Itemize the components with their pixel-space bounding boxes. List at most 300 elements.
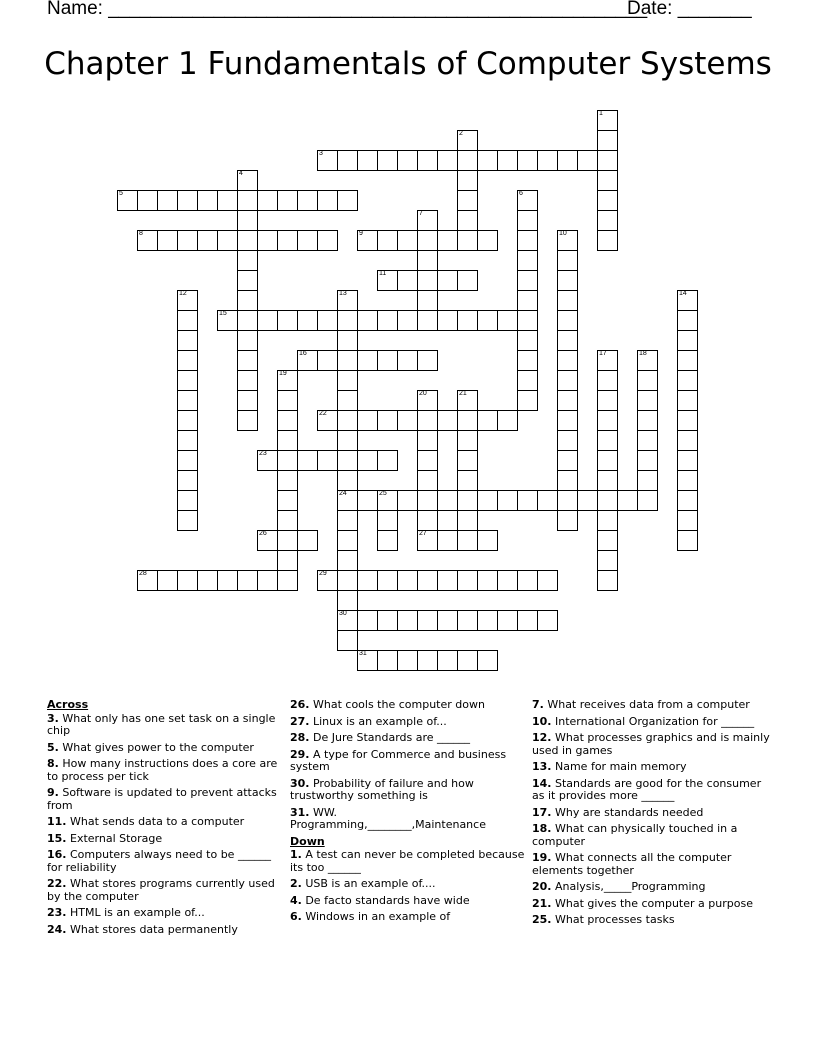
grid-cell[interactable]	[457, 190, 478, 211]
grid-cell[interactable]	[317, 230, 338, 251]
grid-cell[interactable]	[597, 150, 618, 171]
grid-cell[interactable]	[257, 310, 278, 331]
grid-cell[interactable]	[237, 230, 258, 251]
grid-cell[interactable]	[597, 370, 618, 391]
grid-cell[interactable]	[337, 390, 358, 411]
clue-item	[290, 878, 530, 891]
grid-cell[interactable]	[677, 530, 698, 551]
grid-cell[interactable]	[377, 270, 398, 291]
grid-cell[interactable]	[397, 270, 418, 291]
grid-cell[interactable]	[397, 650, 418, 671]
grid-cell[interactable]	[597, 490, 618, 511]
grid-cell[interactable]	[557, 290, 578, 311]
grid-cell[interactable]	[297, 530, 318, 551]
clue-number: 15	[219, 310, 227, 317]
grid-cell[interactable]	[477, 650, 498, 671]
grid-cell[interactable]	[557, 350, 578, 371]
grid-cell[interactable]	[337, 510, 358, 531]
grid-cell[interactable]	[517, 610, 538, 631]
grid-cell[interactable]	[637, 490, 658, 511]
grid-cell[interactable]	[597, 550, 618, 571]
grid-cell[interactable]	[417, 310, 438, 331]
grid-cell[interactable]	[197, 190, 218, 211]
grid-cell[interactable]	[557, 330, 578, 351]
grid-cell[interactable]	[397, 410, 418, 431]
grid-cell[interactable]	[637, 410, 658, 431]
grid-cell[interactable]	[557, 250, 578, 271]
clue-number: 3	[319, 150, 323, 157]
grid-cell[interactable]	[177, 450, 198, 471]
grid-cell[interactable]	[477, 310, 498, 331]
grid-cell[interactable]	[177, 330, 198, 351]
grid-cell[interactable]	[337, 530, 358, 551]
grid-cell[interactable]	[417, 230, 438, 251]
grid-cell[interactable]	[257, 570, 278, 591]
grid-cell[interactable]	[457, 430, 478, 451]
grid-cell[interactable]	[557, 430, 578, 451]
grid-cell[interactable]	[677, 470, 698, 491]
grid-cell[interactable]	[437, 530, 458, 551]
grid-cell[interactable]	[597, 110, 618, 131]
grid-cell[interactable]	[237, 370, 258, 391]
grid-cell[interactable]	[357, 230, 378, 251]
grid-cell[interactable]	[597, 450, 618, 471]
grid-cell[interactable]	[397, 230, 418, 251]
grid-cell[interactable]	[177, 350, 198, 371]
clue-number: 28	[139, 570, 147, 577]
grid-cell[interactable]	[177, 490, 198, 511]
clue-number: 23	[259, 450, 267, 457]
grid-cell[interactable]	[217, 310, 238, 331]
grid-cell[interactable]	[517, 390, 538, 411]
grid-cell[interactable]	[137, 230, 158, 251]
grid-cell[interactable]	[417, 530, 438, 551]
grid-cell[interactable]	[677, 310, 698, 331]
grid-cell[interactable]	[637, 430, 658, 451]
clue-item-number: 7.	[532, 698, 544, 711]
grid-cell[interactable]	[437, 230, 458, 251]
page-title: Chapter 1 Fundamentals of Computer Systems	[44, 46, 772, 82]
grid-cell[interactable]	[217, 230, 238, 251]
grid-cell[interactable]	[677, 370, 698, 391]
clue-number: 25	[379, 490, 387, 497]
grid-cell[interactable]	[597, 230, 618, 251]
grid-cell[interactable]	[277, 430, 298, 451]
grid-cell[interactable]	[237, 390, 258, 411]
grid-cell[interactable]	[677, 430, 698, 451]
grid-cell[interactable]	[137, 570, 158, 591]
grid-cell[interactable]	[237, 270, 258, 291]
grid-cell[interactable]	[417, 510, 438, 531]
date-field[interactable]: Date: _______	[627, 0, 752, 19]
grid-cell[interactable]	[337, 410, 358, 431]
grid-cell[interactable]	[317, 570, 338, 591]
grid-cell[interactable]	[557, 450, 578, 471]
grid-cell[interactable]	[177, 290, 198, 311]
grid-cell[interactable]	[497, 410, 518, 431]
clue-item-number: 9.	[47, 786, 59, 799]
grid-cell[interactable]	[497, 490, 518, 511]
grid-cell[interactable]	[337, 610, 358, 631]
grid-cell[interactable]	[497, 610, 518, 631]
grid-cell[interactable]	[457, 650, 478, 671]
grid-cell[interactable]	[377, 310, 398, 331]
grid-cell[interactable]	[357, 610, 378, 631]
grid-cell[interactable]	[377, 490, 398, 511]
grid-cell[interactable]	[497, 150, 518, 171]
grid-cell[interactable]	[397, 350, 418, 371]
clue-item-text: A test can never be completed because its too ______	[290, 848, 525, 874]
grid-cell[interactable]	[177, 370, 198, 391]
clue-item-number: 15.	[47, 831, 67, 845]
grid-cell[interactable]	[437, 150, 458, 171]
grid-cell[interactable]	[237, 310, 258, 331]
clue-item-text: A type for Commerce and business system	[290, 747, 507, 773]
grid-cell[interactable]	[537, 150, 558, 171]
grid-cell[interactable]	[417, 430, 438, 451]
grid-cell[interactable]	[357, 570, 378, 591]
grid-cell[interactable]	[577, 490, 598, 511]
grid-cell[interactable]	[557, 510, 578, 531]
grid-cell[interactable]	[457, 410, 478, 431]
grid-cell[interactable]	[237, 330, 258, 351]
grid-cell[interactable]	[597, 170, 618, 191]
grid-cell[interactable]	[677, 450, 698, 471]
grid-cell[interactable]	[437, 410, 458, 431]
grid-cell[interactable]	[457, 150, 478, 171]
grid-cell[interactable]	[517, 150, 538, 171]
grid-cell[interactable]	[597, 350, 618, 371]
grid-cell[interactable]	[337, 190, 358, 211]
grid-cell[interactable]	[317, 410, 338, 431]
grid-cell[interactable]	[237, 170, 258, 191]
grid-cell[interactable]	[377, 510, 398, 531]
grid-cell[interactable]	[397, 610, 418, 631]
grid-cell[interactable]	[377, 410, 398, 431]
clues-column-1	[47, 699, 287, 940]
grid-cell[interactable]	[337, 470, 358, 491]
grid-cell[interactable]	[377, 570, 398, 591]
grid-cell[interactable]	[457, 310, 478, 331]
grid-cell[interactable]	[477, 410, 498, 431]
grid-cell[interactable]	[677, 410, 698, 431]
clue-item	[47, 787, 287, 812]
grid-cell[interactable]	[237, 350, 258, 371]
grid-cell[interactable]	[257, 230, 278, 251]
grid-cell[interactable]	[317, 150, 338, 171]
grid-cell[interactable]	[237, 410, 258, 431]
grid-cell[interactable]	[177, 410, 198, 431]
grid-cell[interactable]	[597, 390, 618, 411]
grid-cell[interactable]	[157, 570, 178, 591]
grid-cell[interactable]	[597, 410, 618, 431]
grid-cell[interactable]	[177, 430, 198, 451]
grid-cell[interactable]	[177, 510, 198, 531]
grid-cell[interactable]	[617, 490, 638, 511]
grid-cell[interactable]	[417, 410, 438, 431]
grid-cell[interactable]	[517, 290, 538, 311]
grid-cell[interactable]	[437, 610, 458, 631]
grid-cell[interactable]	[337, 350, 358, 371]
grid-cell[interactable]	[477, 490, 498, 511]
grid-cell[interactable]	[677, 290, 698, 311]
grid-cell[interactable]	[417, 350, 438, 371]
grid-cell[interactable]	[377, 530, 398, 551]
grid-cell[interactable]	[557, 490, 578, 511]
clue-item-text: What stores programs currently used by the computer	[47, 877, 275, 903]
grid-cell[interactable]	[517, 490, 538, 511]
grid-cell[interactable]	[357, 310, 378, 331]
grid-cell[interactable]	[217, 570, 238, 591]
grid-cell[interactable]	[197, 230, 218, 251]
grid-cell[interactable]	[437, 650, 458, 671]
grid-cell[interactable]	[317, 450, 338, 471]
grid-cell[interactable]	[277, 390, 298, 411]
grid-cell[interactable]	[357, 450, 378, 471]
grid-cell[interactable]	[517, 350, 538, 371]
grid-cell[interactable]	[557, 150, 578, 171]
grid-cell[interactable]	[397, 490, 418, 511]
grid-cell[interactable]	[457, 610, 478, 631]
grid-cell[interactable]	[397, 310, 418, 331]
grid-cell[interactable]	[417, 270, 438, 291]
grid-cell[interactable]	[117, 190, 138, 211]
grid-cell[interactable]	[637, 450, 658, 471]
grid-cell[interactable]	[417, 390, 438, 411]
grid-cell[interactable]	[177, 310, 198, 331]
grid-cell[interactable]	[437, 270, 458, 291]
grid-cell[interactable]	[237, 210, 258, 231]
grid-cell[interactable]	[177, 470, 198, 491]
grid-cell[interactable]	[277, 470, 298, 491]
grid-cell[interactable]	[457, 130, 478, 151]
grid-cell[interactable]	[397, 150, 418, 171]
grid-cell[interactable]	[557, 230, 578, 251]
grid-cell[interactable]	[297, 310, 318, 331]
grid-cell[interactable]	[457, 490, 478, 511]
grid-cell[interactable]	[417, 150, 438, 171]
grid-cell[interactable]	[457, 210, 478, 231]
grid-cell[interactable]	[517, 330, 538, 351]
grid-cell[interactable]	[237, 570, 258, 591]
grid-cell[interactable]	[297, 450, 318, 471]
grid-cell[interactable]	[517, 570, 538, 591]
grid-cell[interactable]	[277, 550, 298, 571]
grid-cell[interactable]	[377, 610, 398, 631]
grid-cell[interactable]	[377, 150, 398, 171]
grid-cell[interactable]	[457, 170, 478, 191]
grid-cell[interactable]	[337, 450, 358, 471]
grid-cell[interactable]	[337, 630, 358, 651]
grid-cell[interactable]	[337, 490, 358, 511]
grid-cell[interactable]	[457, 530, 478, 551]
grid-cell[interactable]	[457, 470, 478, 491]
grid-cell[interactable]	[337, 570, 358, 591]
grid-cell[interactable]	[297, 230, 318, 251]
grid-cell[interactable]	[417, 490, 438, 511]
grid-cell[interactable]	[357, 150, 378, 171]
grid-cell[interactable]	[517, 230, 538, 251]
grid-cell[interactable]	[437, 490, 458, 511]
grid-cell[interactable]	[597, 130, 618, 151]
grid-cell[interactable]	[597, 430, 618, 451]
grid-cell[interactable]	[417, 610, 438, 631]
grid-cell[interactable]	[677, 350, 698, 371]
grid-cell[interactable]	[437, 310, 458, 331]
grid-cell[interactable]	[677, 510, 698, 531]
grid-cell[interactable]	[417, 210, 438, 231]
grid-cell[interactable]	[337, 330, 358, 351]
grid-cell[interactable]	[517, 310, 538, 331]
grid-cell[interactable]	[597, 570, 618, 591]
grid-cell[interactable]	[257, 450, 278, 471]
grid-cell[interactable]	[557, 390, 578, 411]
grid-cell[interactable]	[337, 310, 358, 331]
grid-cell[interactable]	[597, 190, 618, 211]
grid-cell[interactable]	[477, 610, 498, 631]
grid-cell[interactable]	[377, 230, 398, 251]
grid-cell[interactable]	[277, 310, 298, 331]
grid-cell[interactable]	[157, 230, 178, 251]
grid-cell[interactable]	[497, 570, 518, 591]
grid-cell[interactable]	[557, 370, 578, 391]
grid-cell[interactable]	[517, 370, 538, 391]
grid-cell[interactable]	[537, 570, 558, 591]
grid-cell[interactable]	[637, 390, 658, 411]
grid-cell[interactable]	[317, 310, 338, 331]
clue-item	[532, 914, 772, 927]
clue-item	[532, 761, 772, 774]
grid-cell[interactable]	[277, 410, 298, 431]
grid-cell[interactable]	[277, 450, 298, 471]
grid-cell[interactable]	[217, 190, 238, 211]
grid-cell[interactable]	[337, 550, 358, 571]
clue-item-text: Probability of failure and how trustworthy something is	[290, 776, 474, 802]
grid-cell[interactable]	[337, 290, 358, 311]
grid-cell[interactable]	[457, 230, 478, 251]
grid-cell[interactable]	[277, 530, 298, 551]
grid-cell[interactable]	[377, 650, 398, 671]
grid-cell[interactable]	[177, 190, 198, 211]
grid-cell[interactable]	[517, 210, 538, 231]
grid-cell[interactable]	[337, 590, 358, 611]
grid-cell[interactable]	[237, 190, 258, 211]
grid-cell[interactable]	[477, 230, 498, 251]
clue-item	[290, 699, 530, 712]
grid-cell[interactable]	[677, 390, 698, 411]
grid-cell[interactable]	[357, 650, 378, 671]
grid-cell[interactable]	[677, 330, 698, 351]
grid-cell[interactable]	[397, 570, 418, 591]
grid-cell[interactable]	[477, 570, 498, 591]
grid-cell[interactable]	[597, 210, 618, 231]
grid-cell[interactable]	[517, 190, 538, 211]
grid-cell[interactable]	[537, 610, 558, 631]
grid-cell[interactable]	[417, 250, 438, 271]
grid-cell[interactable]	[457, 270, 478, 291]
grid-cell[interactable]	[677, 490, 698, 511]
grid-cell[interactable]	[637, 350, 658, 371]
grid-cell[interactable]	[557, 310, 578, 331]
grid-cell[interactable]	[417, 450, 438, 471]
grid-cell[interactable]	[477, 530, 498, 551]
grid-cell[interactable]	[457, 570, 478, 591]
grid-cell[interactable]	[317, 350, 338, 371]
grid-cell[interactable]	[317, 190, 338, 211]
grid-cell[interactable]	[337, 430, 358, 451]
grid-cell[interactable]	[597, 470, 618, 491]
grid-cell[interactable]	[337, 150, 358, 171]
grid-cell[interactable]	[277, 510, 298, 531]
grid-cell[interactable]	[357, 490, 378, 511]
grid-cell[interactable]	[177, 390, 198, 411]
grid-cell[interactable]	[377, 350, 398, 371]
clue-item-number: 25.	[532, 913, 552, 926]
grid-cell[interactable]	[277, 490, 298, 511]
grid-cell[interactable]	[457, 450, 478, 471]
grid-cell[interactable]	[557, 270, 578, 291]
grid-cell[interactable]	[377, 450, 398, 471]
grid-cell[interactable]	[577, 150, 598, 171]
grid-cell[interactable]	[157, 190, 178, 211]
name-field[interactable]: Name: ___________________________________________________	[47, 0, 648, 19]
grid-cell[interactable]	[597, 530, 618, 551]
grid-cell[interactable]	[297, 350, 318, 371]
clue-item	[47, 758, 287, 783]
grid-cell[interactable]	[517, 270, 538, 291]
grid-cell[interactable]	[477, 150, 498, 171]
grid-cell[interactable]	[197, 570, 218, 591]
grid-cell[interactable]	[557, 410, 578, 431]
clue-item-number: 1.	[290, 848, 302, 861]
grid-cell[interactable]	[237, 290, 258, 311]
grid-cell[interactable]	[437, 570, 458, 591]
grid-cell[interactable]	[597, 510, 618, 531]
grid-cell[interactable]	[277, 230, 298, 251]
grid-cell[interactable]	[417, 290, 438, 311]
grid-cell[interactable]	[457, 390, 478, 411]
grid-cell[interactable]	[637, 470, 658, 491]
grid-cell[interactable]	[297, 190, 318, 211]
grid-cell[interactable]	[417, 470, 438, 491]
grid-cell[interactable]	[257, 530, 278, 551]
grid-cell[interactable]	[357, 350, 378, 371]
grid-cell[interactable]	[357, 410, 378, 431]
grid-cell[interactable]	[417, 650, 438, 671]
clue-number: 19	[279, 370, 287, 377]
grid-cell[interactable]	[557, 470, 578, 491]
grid-cell[interactable]	[237, 250, 258, 271]
clue-item	[47, 713, 287, 738]
grid-cell[interactable]	[277, 570, 298, 591]
clue-item-text: Analysis,_____Programming	[551, 880, 706, 893]
grid-cell[interactable]	[257, 190, 278, 211]
clue-item	[290, 911, 530, 924]
grid-cell[interactable]	[417, 570, 438, 591]
grid-cell[interactable]	[137, 190, 158, 211]
grid-cell[interactable]	[337, 370, 358, 391]
grid-cell[interactable]	[637, 370, 658, 391]
grid-cell[interactable]	[497, 310, 518, 331]
grid-cell[interactable]	[177, 230, 198, 251]
clue-item	[290, 895, 530, 908]
grid-cell[interactable]	[537, 490, 558, 511]
grid-cell[interactable]	[277, 370, 298, 391]
grid-cell[interactable]	[177, 570, 198, 591]
grid-cell[interactable]	[277, 190, 298, 211]
grid-cell[interactable]	[457, 510, 478, 531]
grid-cell[interactable]	[517, 250, 538, 271]
